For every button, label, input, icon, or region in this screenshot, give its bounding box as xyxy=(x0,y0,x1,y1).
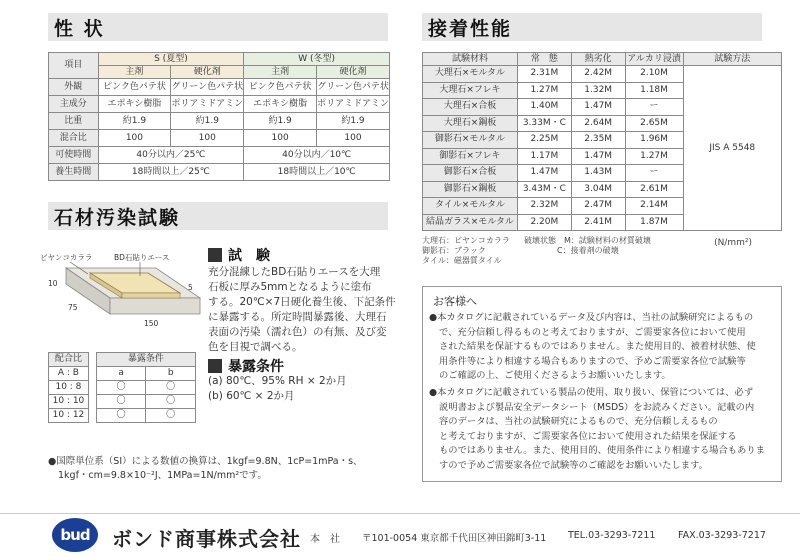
cell: ー xyxy=(625,99,683,116)
cell: 3.33M・C xyxy=(517,115,571,132)
cell: 2.31M xyxy=(517,66,571,83)
text-line: で、充分信頼し得るものと考えておりますが、ご需要家各位において使用 xyxy=(439,326,746,338)
properties-header xyxy=(48,13,388,41)
mix-ab: A : B xyxy=(49,367,89,381)
material: 大理石×フレキ xyxy=(423,82,518,99)
header-method: 試験方法 xyxy=(683,53,782,66)
notice-box xyxy=(422,286,782,482)
text-line: (a) 80℃、95% RH × 2か月 xyxy=(208,375,347,387)
cell: 100 xyxy=(316,130,389,147)
cell: 2.42M xyxy=(571,66,625,83)
cell: 2.47M xyxy=(571,198,625,215)
text-line: に暴露する。所定時間暴露後、大理石 xyxy=(208,311,387,323)
legend-line: 破壊状態 M：試験材料の材質破壊 xyxy=(524,236,651,245)
text-line: ●本カタログに記載されているデータ及び内容は、当社の試験研究によるもの xyxy=(429,312,754,323)
text-line: 石板に厚み5mmとなるように塗布 xyxy=(208,281,372,293)
material: 大理石×合板 xyxy=(423,99,518,116)
sub-hard-w: 硬化剤 xyxy=(316,66,389,79)
text-line: された結果を保証するものではありません。また使用目的、被着材状態、使 xyxy=(439,341,756,352)
cell: 2.20M xyxy=(517,214,571,231)
exp-header: 暴露条件 xyxy=(96,353,195,367)
col-s: S (夏型) xyxy=(98,53,244,66)
cell: 2.14M xyxy=(625,198,683,215)
text-line: ●国際単位系（SI）による数値の換算は、1kgf=9.8N、1cP=1mPa・s、 xyxy=(48,456,363,467)
cell: 10 : 8 xyxy=(49,381,89,395)
text-line: ものではありません。また、使用目的、使用条件により相違する場合もありま xyxy=(439,445,765,456)
cell: 3.04M xyxy=(571,181,625,198)
cell: 10 : 12 xyxy=(49,409,89,423)
test-description xyxy=(208,265,398,355)
cell: 1.27M xyxy=(517,82,571,99)
legend-line: タイル：磁器質タイル xyxy=(422,256,502,265)
cell: ー xyxy=(625,165,683,182)
test-heading xyxy=(208,245,270,265)
dim-150: 150 xyxy=(144,319,159,328)
header-alkali: アルカリ浸漬 xyxy=(625,53,683,66)
sub-hard-s: 硬化剤 xyxy=(171,66,244,79)
cell: エポキシ樹脂 xyxy=(244,96,317,113)
cell: 1.47M xyxy=(517,165,571,182)
unit-label: (N/mm²) xyxy=(714,238,752,248)
sub-main-s: 主剤 xyxy=(98,66,171,79)
material: 御影石×鋼板 xyxy=(423,181,518,198)
footer-divider xyxy=(0,513,800,514)
cell: ピンク色パテ状 xyxy=(244,79,317,96)
mix-ratio-table xyxy=(48,352,196,423)
cell: 1.96M xyxy=(625,132,683,149)
diagram-label-carrara: ビヤンコカララ xyxy=(40,253,93,262)
notice-para-1 xyxy=(429,311,779,384)
cell: 2.10M xyxy=(625,66,683,83)
cell: 〇 xyxy=(96,381,146,395)
cell: 2.65M xyxy=(625,115,683,132)
cell: 2.32M xyxy=(517,198,571,215)
legend-line: C：接着剤の破壊 xyxy=(557,246,619,255)
text-line: 1kgf・cm=9.8×10⁻²J、1MPa=1N/mm²です。 xyxy=(58,470,267,481)
cell: 〇 xyxy=(146,409,196,423)
table-row xyxy=(49,130,390,147)
hq-label: 本 社 xyxy=(310,534,340,545)
square-bullet-icon xyxy=(208,248,222,262)
cell: 〇 xyxy=(146,395,196,409)
text-line: 充分混練したBD石貼りエースを大理 xyxy=(208,266,381,278)
stain-title: 石材汚染試験 xyxy=(54,206,181,229)
cell: ポリアミドアミン xyxy=(316,96,389,113)
cell: 1.47M xyxy=(571,99,625,116)
company-logo xyxy=(52,518,98,552)
cell: ピンク色パテ状 xyxy=(98,79,171,96)
header-heat: 熱劣化 xyxy=(571,53,625,66)
header-normal: 常 態 xyxy=(517,53,571,66)
cell: 約1.9 xyxy=(316,113,389,130)
cell: 40分以内／10℃ xyxy=(244,147,390,164)
dim-75: 75 xyxy=(68,303,78,312)
cell: 1.18M xyxy=(625,82,683,99)
row-label: 主成分 xyxy=(49,96,99,113)
cell: 〇 xyxy=(96,395,146,409)
material: タイル×モルタル xyxy=(423,198,518,215)
adhesion-table xyxy=(422,52,782,231)
table-row xyxy=(49,147,390,164)
sub-main-w: 主剤 xyxy=(244,66,317,79)
condition-list xyxy=(208,374,398,404)
logo-text: bud xyxy=(60,526,90,544)
exp-a: a xyxy=(96,367,146,381)
material: 結晶ガラス×モルタル xyxy=(423,214,518,231)
text-line: 表面の汚染（濡れ色）の有無、及び変 xyxy=(208,326,387,338)
address: 〒101-0054 東京都千代田区神田錦町3-11 xyxy=(362,533,547,544)
table-row xyxy=(49,395,196,409)
dim-10: 10 xyxy=(48,279,58,288)
cell: 10 : 10 xyxy=(49,395,89,409)
cell: 約1.9 xyxy=(98,113,171,130)
material: 御影石×フレキ xyxy=(423,148,518,165)
cell: 100 xyxy=(244,130,317,147)
row-label: 可使時間 xyxy=(49,147,99,164)
col-w: W (冬型) xyxy=(244,53,390,66)
table-row xyxy=(49,381,196,395)
cell: 18時間以上／25℃ xyxy=(98,164,244,181)
text-line: のご確認の上、ご使用くださるようお願いいたします。 xyxy=(439,370,671,381)
cell: 約1.9 xyxy=(244,113,317,130)
cell: 18時間以上／10℃ xyxy=(244,164,390,181)
condition-heading-text: 暴露条件 xyxy=(228,359,284,375)
row-label: 比重 xyxy=(49,113,99,130)
si-note xyxy=(48,455,398,483)
cell: 100 xyxy=(171,130,244,147)
cell: 1.17M xyxy=(517,148,571,165)
cell: 1.27M xyxy=(625,148,683,165)
text-line: 色を目視で調べる。 xyxy=(208,341,303,353)
adhesion-header xyxy=(422,13,762,41)
cell: 1.40M xyxy=(517,99,571,116)
condition-heading xyxy=(208,356,284,376)
text-line: 用条件等により相違する場合もありますので、予めご需要家各位で試験等 xyxy=(439,355,746,367)
cell: 2.64M xyxy=(571,115,625,132)
cell: 1.32M xyxy=(571,82,625,99)
dim-5: 5 xyxy=(188,283,193,292)
text-line: ●本カタログに記載されている製品の使用、取り扱い、保管については、必ず xyxy=(429,387,754,398)
legend-line: 大理石：ビヤンコカララ xyxy=(422,236,510,245)
exp-b: b xyxy=(146,367,196,381)
cell: 2.35M xyxy=(571,132,625,149)
cell: 100 xyxy=(98,130,171,147)
tel: TEL.03-3293-7211 xyxy=(568,530,656,541)
fax: FAX.03-3293-7217 xyxy=(678,530,766,541)
text-line: すので予めご需要家各位で試験等のご確認をお願いいたします。 xyxy=(439,459,708,471)
cell: 2.61M xyxy=(625,181,683,198)
text-line: 容のデータは、当社の試験研究によるもので、充分信頼しえるもの xyxy=(439,416,718,427)
table-row xyxy=(49,409,196,423)
material: 御影石×モルタル xyxy=(423,132,518,149)
diagram-label-bd: BD石貼りエース xyxy=(114,253,170,262)
cell: 〇 xyxy=(146,381,196,395)
text-line: と考えておりますが、ご需要家各位において使用された結果を保証する xyxy=(439,430,737,442)
text-line: する。20℃×7日硬化養生後、下記条件 xyxy=(208,296,396,308)
cell: 1.43M xyxy=(571,165,625,182)
cell: 1.47M xyxy=(571,148,625,165)
cell: グリーン色パテ状 xyxy=(171,79,244,96)
material: 大理石×鋼板 xyxy=(423,115,518,132)
cell: 2.25M xyxy=(517,132,571,149)
table-row xyxy=(423,66,782,83)
table-row xyxy=(49,79,390,96)
properties-title: 性 状 xyxy=(54,17,105,40)
table-row xyxy=(49,96,390,113)
cell: エポキシ樹脂 xyxy=(98,96,171,113)
row-label: 外観 xyxy=(49,79,99,96)
stain-header xyxy=(48,202,388,230)
method-cell: JIS A 5548 xyxy=(683,66,782,231)
adhesion-title: 接着性能 xyxy=(428,17,513,40)
cell: 約1.9 xyxy=(171,113,244,130)
table-row xyxy=(49,113,390,130)
square-bullet-icon xyxy=(208,359,222,373)
notice-para-2 xyxy=(429,386,779,473)
header-material: 試験材料 xyxy=(423,53,518,66)
row-label: 養生時間 xyxy=(49,164,99,181)
properties-table xyxy=(48,52,390,181)
cell: 40分以内／25℃ xyxy=(98,147,244,164)
cell: ポリアミドアミン xyxy=(171,96,244,113)
notice-title: お客様へ xyxy=(433,295,477,308)
cell: 3.43M・C xyxy=(517,181,571,198)
col-item: 項目 xyxy=(49,53,99,79)
test-heading-text: 試 験 xyxy=(228,248,270,264)
stain-test-diagram xyxy=(40,240,210,340)
company-name: ボンド商事株式会社 xyxy=(112,527,301,551)
cell: グリーン色パテ状 xyxy=(316,79,389,96)
text-line: (b) 60℃ × 2か月 xyxy=(208,390,295,402)
cell: 2.41M xyxy=(571,214,625,231)
row-label: 混合比 xyxy=(49,130,99,147)
text-line: 説明書および製品安全データシート（MSDS）をお読みください。記載の内 xyxy=(439,401,755,413)
table-row xyxy=(49,164,390,181)
legend-line: 御影石：ブラック xyxy=(422,246,486,255)
cell: 〇 xyxy=(96,409,146,423)
mix-header: 配合比 xyxy=(49,353,89,367)
material: 大理石×モルタル xyxy=(423,66,518,83)
material: 御影石×合板 xyxy=(423,165,518,182)
cell: 1.87M xyxy=(625,214,683,231)
